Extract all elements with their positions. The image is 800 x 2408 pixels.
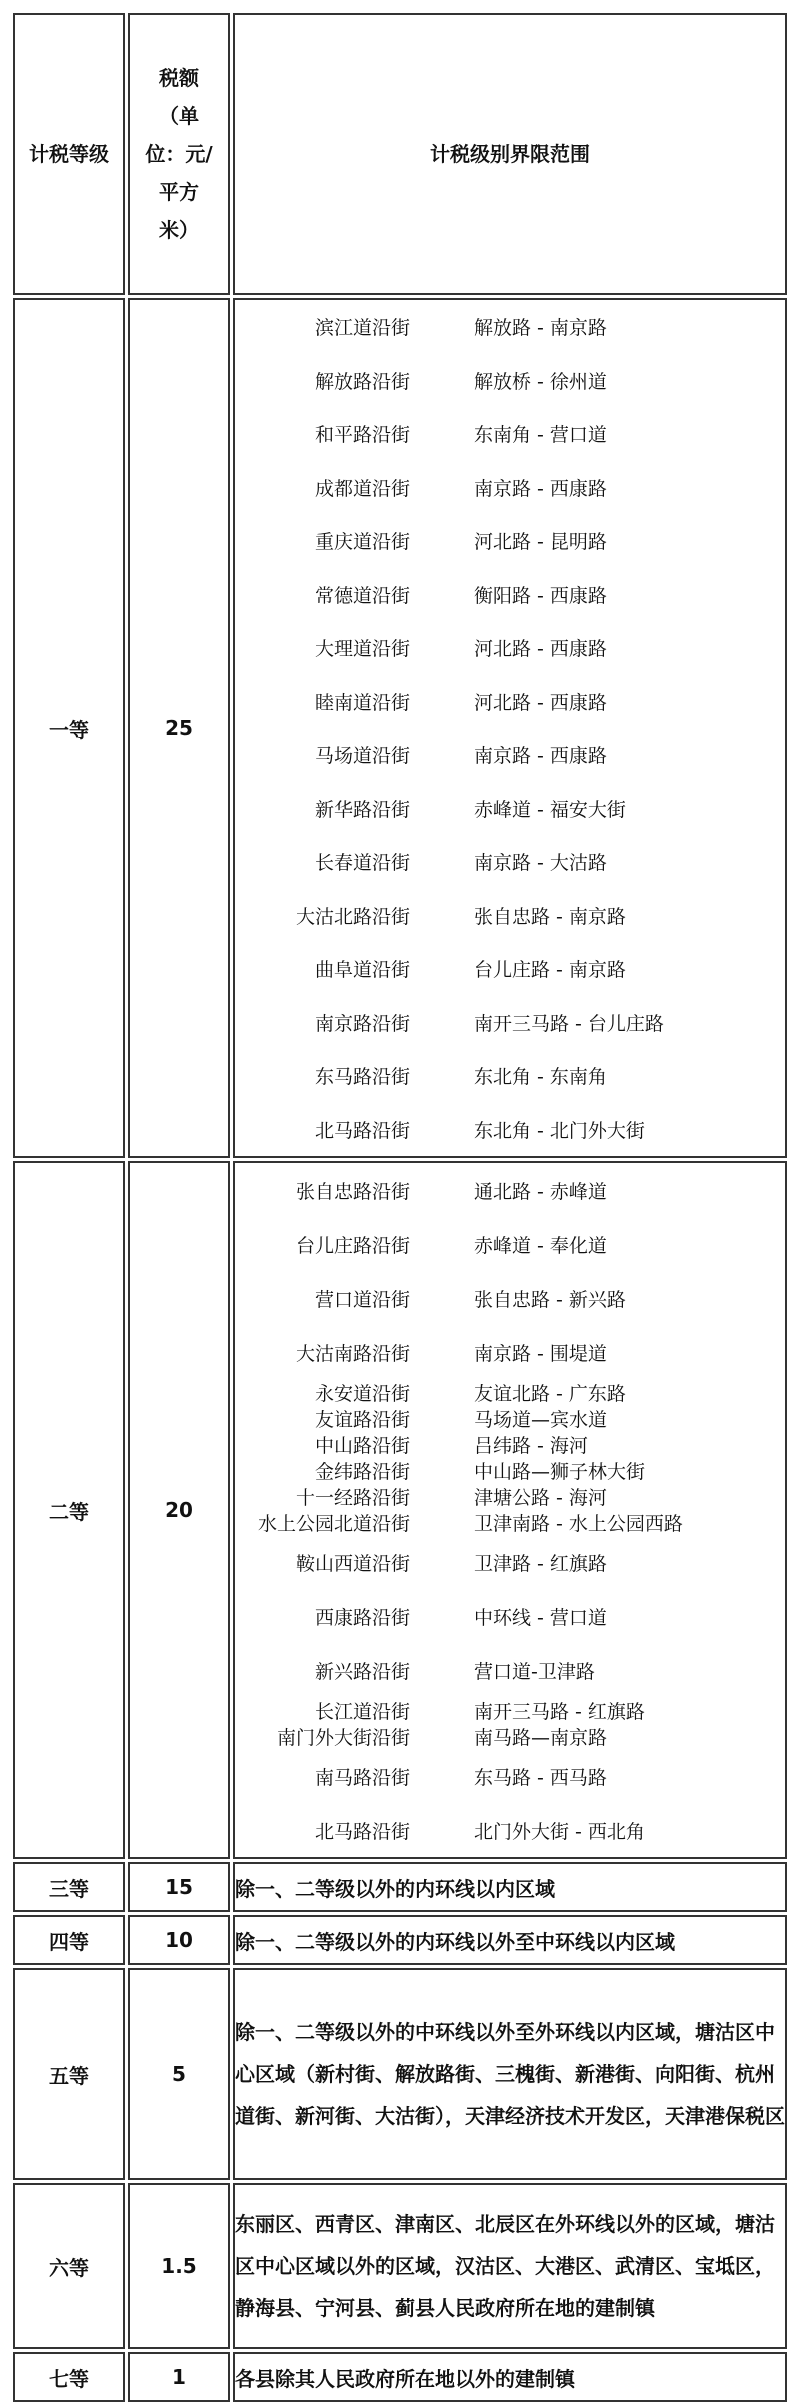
tier-description: 除一、二等级以外的内环线以外至中环线以内区域: [233, 1915, 787, 1965]
tier-row: [13, 1862, 787, 1912]
tier-row: [13, 2183, 787, 2349]
street-row: [235, 1749, 785, 1803]
street-row: [235, 1163, 785, 1217]
street-row: [235, 1271, 785, 1325]
street-name: 南京路沿街: [314, 1012, 410, 1035]
street-name: 南门外大街沿街: [276, 1726, 410, 1749]
header-rate-line: 税额: [159, 66, 199, 90]
street-name: 新兴路沿街: [314, 1660, 410, 1683]
street-row: [235, 621, 785, 675]
tax-table: [10, 10, 790, 2405]
tier-grade: 六等: [13, 2183, 125, 2349]
street-name: 金纬路沿街: [314, 1460, 410, 1483]
tier-row: [13, 1968, 787, 2180]
street-range: 河北路 - 西康路: [474, 638, 607, 661]
tier-street-list: [233, 298, 787, 1158]
tier-street-list: [233, 1161, 787, 1859]
street-name: 营口道沿街: [314, 1288, 410, 1311]
street-row: [235, 568, 785, 622]
street-range: 河北路 - 西康路: [474, 691, 607, 714]
street-name: 大沽南路沿街: [295, 1342, 410, 1365]
header-rate: [128, 13, 230, 295]
street-name: 南马路沿街: [314, 1766, 410, 1789]
street-row: [235, 1431, 785, 1457]
tier-row: [13, 298, 787, 1158]
header-grade: 计税等级: [13, 13, 125, 295]
street-range: 南开三马路 - 红旗路: [474, 1700, 645, 1723]
street-range: 吕纬路 - 海河: [474, 1434, 588, 1457]
header-rate-line: 米）: [159, 218, 199, 242]
tier-row: [13, 1915, 787, 1965]
street-row: [235, 300, 785, 354]
street-range: 营口道-卫津路: [474, 1660, 595, 1683]
street-range: 解放桥 - 徐州道: [474, 370, 607, 393]
street-row: [235, 514, 785, 568]
tier-row: [13, 2352, 787, 2402]
street-row: [235, 1535, 785, 1589]
street-row: [235, 1103, 785, 1157]
street-row: [235, 1405, 785, 1431]
tier-grade: 七等: [13, 2352, 125, 2402]
tier-description: 东丽区、西青区、津南区、北辰区在外环线以外的区域，塘沽区中心区域以外的区域，汉沽区、大港区、武清区、宝坻区，静海县、宁河县、蓟县人民政府所在地的建制镇: [233, 2183, 787, 2349]
street-row: [235, 407, 785, 461]
tier-rate: 1: [128, 2352, 230, 2402]
header-rate-line: 位：元/: [145, 142, 213, 166]
street-name: 水上公园北道沿街: [257, 1512, 410, 1535]
street-row: [235, 996, 785, 1050]
street-row: [235, 354, 785, 408]
street-row: [235, 1697, 785, 1723]
tier-grade: 一等: [13, 298, 125, 1158]
street-range: 南京路 - 西康路: [474, 477, 607, 500]
street-range: 马场道—宾水道: [474, 1408, 608, 1431]
street-row: [235, 728, 785, 782]
street-range: 张自忠路 - 新兴路: [474, 1288, 626, 1311]
street-range: 赤峰道 - 福安大街: [474, 798, 626, 821]
street-row: [235, 1379, 785, 1405]
street-name: 马场道沿街: [314, 745, 410, 768]
street-range: 南京路 - 大沽路: [474, 852, 607, 875]
street-range: 河北路 - 昆明路: [474, 531, 607, 554]
street-name: 和平路沿街: [314, 424, 410, 447]
street-row: [235, 675, 785, 729]
street-row: [235, 835, 785, 889]
street-range: 东北角 - 北门外大街: [474, 1119, 645, 1142]
street-row: [235, 942, 785, 996]
street-row: [235, 1217, 785, 1271]
street-name: 新华路沿街: [314, 798, 410, 821]
street-range: 东南角 - 营口道: [474, 424, 607, 447]
tier-grade: 四等: [13, 1915, 125, 1965]
street-range: 中山路—狮子林大街: [474, 1460, 646, 1483]
header-range: 计税级别界限范围: [233, 13, 787, 295]
street-range: 南开三马路 - 台儿庄路: [474, 1012, 664, 1035]
street-range: 南京路 - 围堤道: [474, 1342, 607, 1365]
header-row: [13, 13, 787, 295]
street-row: [235, 1457, 785, 1483]
street-range: 津塘公路 - 海河: [474, 1486, 607, 1509]
street-range: 赤峰道 - 奉化道: [474, 1234, 607, 1257]
street-range: 东北角 - 东南角: [474, 1066, 607, 1089]
street-name: 鞍山西道沿街: [295, 1552, 410, 1575]
street-range: 通北路 - 赤峰道: [474, 1180, 607, 1203]
street-range: 南京路 - 西康路: [474, 745, 607, 768]
street-range: 卫津南路 - 水上公园西路: [474, 1512, 683, 1535]
street-name: 永安道沿街: [314, 1382, 410, 1405]
street-row: [235, 461, 785, 515]
tier-grade: 五等: [13, 1968, 125, 2180]
street-name: 睦南道沿街: [314, 691, 410, 714]
street-name: 大沽北路沿街: [295, 905, 410, 928]
street-name: 解放路沿街: [314, 370, 410, 393]
street-range: 衡阳路 - 西康路: [474, 584, 607, 607]
street-name: 十一经路沿街: [295, 1486, 410, 1509]
tier-description: 各县除其人民政府所在地以外的建制镇: [233, 2352, 787, 2402]
tier-rate: 15: [128, 1862, 230, 1912]
street-name: 东马路沿街: [314, 1066, 410, 1089]
street-name: 成都道沿街: [314, 477, 410, 500]
street-name: 北马路沿街: [314, 1119, 410, 1142]
street-name: 中山路沿街: [314, 1434, 410, 1457]
street-range: 中环线 - 营口道: [474, 1606, 607, 1629]
street-name: 西康路沿街: [314, 1606, 410, 1629]
street-name: 滨江道沿街: [314, 317, 410, 340]
street-row: [235, 1589, 785, 1643]
street-range: 友谊北路 - 广东路: [474, 1382, 626, 1405]
tier-rate: 5: [128, 1968, 230, 2180]
street-name: 台儿庄路沿街: [295, 1234, 410, 1257]
street-name: 张自忠路沿街: [295, 1180, 410, 1203]
street-name: 北马路沿街: [314, 1820, 410, 1843]
street-row: [235, 1643, 785, 1697]
street-row: [235, 1049, 785, 1103]
street-row: [235, 889, 785, 943]
header-rate-line: 平方: [159, 180, 199, 204]
tier-row: [13, 1161, 787, 1859]
street-range: 张自忠路 - 南京路: [474, 905, 626, 928]
street-name: 友谊路沿街: [314, 1408, 410, 1431]
street-range: 解放路 - 南京路: [474, 317, 607, 340]
street-row: [235, 1723, 785, 1749]
street-name: 长江道沿街: [314, 1700, 410, 1723]
tier-rate: 10: [128, 1915, 230, 1965]
street-name: 常德道沿街: [314, 584, 410, 607]
tier-rate: 1.5: [128, 2183, 230, 2349]
tier-description: 除一、二等级以外的内环线以内区域: [233, 1862, 787, 1912]
street-row: [235, 1483, 785, 1509]
street-range: 北门外大街 - 西北角: [474, 1820, 645, 1843]
street-row: [235, 782, 785, 836]
street-row: [235, 1325, 785, 1379]
tier-description: 除一、二等级以外的中环线以外至外环线以内区域，塘沽区中心区域（新村街、解放路街、三槐街、新港街、向阳街、杭州道街、新河街、大沽街），天津经济技术开发区，天津港保税区: [233, 1968, 787, 2180]
tier-grade: 二等: [13, 1161, 125, 1859]
street-name: 大理道沿街: [314, 638, 410, 661]
tier-grade: 三等: [13, 1862, 125, 1912]
street-range: 卫津路 - 红旗路: [474, 1552, 607, 1575]
street-row: [235, 1803, 785, 1857]
tier-rate: 20: [128, 1161, 230, 1859]
street-name: 长春道沿街: [314, 852, 410, 875]
street-range: 东马路 - 西马路: [474, 1766, 607, 1789]
street-range: 南马路—南京路: [474, 1726, 608, 1749]
street-name: 重庆道沿街: [314, 531, 410, 554]
street-name: 曲阜道沿街: [314, 959, 410, 982]
street-range: 台儿庄路 - 南京路: [474, 959, 626, 982]
street-row: [235, 1509, 785, 1535]
header-rate-line: （单: [159, 104, 199, 128]
tier-rate: 25: [128, 298, 230, 1158]
